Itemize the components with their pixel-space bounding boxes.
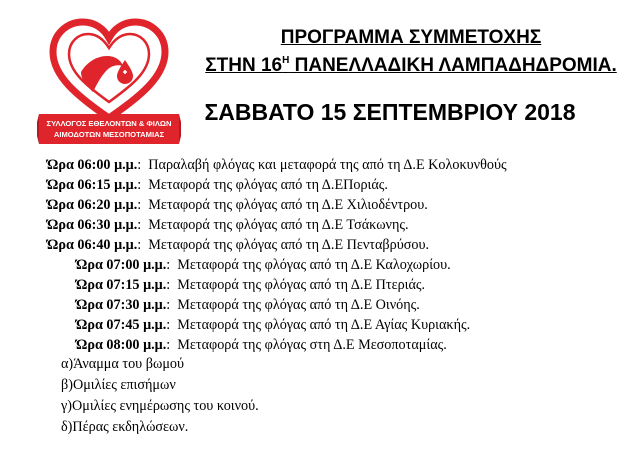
schedule-desc: Μεταφορά της φλόγας από τη Δ.Ε Πενταβρύσου. — [148, 237, 430, 253]
subtitle-superscript: Η — [282, 54, 290, 66]
schedule-time: Ώρα 06:30 μ.μ. — [47, 217, 138, 233]
schedule-sep: : — [137, 197, 142, 213]
schedule-desc: Μεταφορά της φλόγας από τη Δ.Ε Πτεριάς. — [177, 277, 426, 293]
schedule-time: Ώρα 08:00 μ.μ. — [76, 337, 167, 353]
schedule-sep: : — [137, 217, 142, 233]
schedule-sep: : — [166, 277, 171, 293]
schedule-time: Ώρα 06:20 μ.μ. — [47, 197, 138, 213]
list-item: β)Ομιλίες επισήμων — [61, 377, 176, 393]
schedule-row — [47, 196, 428, 214]
schedule-time: Ώρα 06:40 μ.μ. — [47, 237, 138, 253]
program-title: ΠΡΟΓΡΑΜΜΑ ΣΥΜΜΕΤΟΧΗΣ — [280, 27, 542, 48]
schedule-desc: Μεταφορά της φλόγας από τη Δ.Ε Καλοχωρίου. — [177, 257, 451, 273]
schedule-row — [47, 236, 429, 254]
schedule-row — [47, 156, 507, 174]
schedule-time: Ώρα 07:45 μ.μ. — [76, 317, 167, 333]
schedule-sep: : — [166, 337, 171, 353]
schedule-time: Ώρα 06:00 μ.μ. — [47, 157, 138, 173]
list-item: α)Άναμμα του βωμού — [61, 356, 185, 372]
schedule-sep: : — [137, 237, 142, 253]
schedule-row — [76, 256, 451, 274]
association-logo — [37, 14, 181, 154]
logo-text-line2: ΑΙΜΟΔΟΤΩΝ ΜΕΣΟΠΟΤΑΜΙΑΣ — [53, 130, 165, 139]
list-item: γ)Ομιλίες ενημέρωσης του κοινού. — [61, 398, 259, 414]
program-subtitle — [196, 55, 626, 77]
schedule-row — [76, 296, 420, 314]
schedule-row — [47, 176, 388, 194]
schedule-time: Ώρα 07:15 μ.μ. — [76, 277, 167, 293]
schedule-desc: Μεταφορά της φλόγας από τη Δ.Ε Οινόης. — [177, 297, 420, 313]
schedule-row — [76, 276, 425, 294]
event-date: ΣΑΒΒΑΤΟ 15 ΣΕΠΤΕΜΒΡΙΟΥ 2018 — [204, 99, 576, 125]
schedule-desc: Μεταφορά της φλόγας από τη Δ.Ε Χιλιοδέντρου. — [148, 197, 428, 213]
schedule-sep: : — [166, 257, 171, 273]
schedule-sep: : — [166, 297, 171, 313]
schedule-desc: Μεταφορά της φλόγας από τη Δ.Ε Αγίας Κυριακής. — [177, 317, 471, 333]
schedule-time: Ώρα 06:15 μ.μ. — [47, 177, 138, 193]
schedule-desc: Μεταφορά της φλόγας από τη Δ.Ε Τσάκωνης. — [148, 217, 409, 233]
list-item: δ)Πέρας εκδηλώσεων. — [61, 419, 189, 435]
schedule-desc: Μεταφορά της φλόγας από τη Δ.ΕΠοριάς. — [148, 177, 388, 193]
schedule-time: Ώρα 07:00 μ.μ. — [76, 257, 167, 273]
heart-logo-icon — [37, 14, 181, 154]
schedule-row — [76, 336, 447, 354]
schedule-row — [76, 316, 470, 334]
schedule-desc: Μεταφορά της φλόγας στη Δ.Ε Μεσοποταμίας. — [177, 337, 447, 353]
schedule-row — [47, 216, 409, 234]
schedule-sep: : — [137, 177, 142, 193]
logo-text-line1: ΣΥΛΛΟΓΟΣ ΕΘΕΛΟΝΤΩΝ & ΦΙΛΩΝ — [46, 119, 172, 128]
schedule-time: Ώρα 07:30 μ.μ. — [76, 297, 167, 313]
schedule-desc: Παραλαβή φλόγας και μεταφορά της από τη Δ.Ε Κολοκυνθούς — [148, 157, 507, 173]
schedule-sep: : — [137, 157, 142, 173]
subtitle-pre: ΣΤΗΝ 16 — [205, 55, 283, 76]
subtitle-post: ΠΑΝΕΛΛΑΔΙΚΗ ΛΑΜΠΑΔΗΔΡΟΜΙΑ. — [289, 55, 617, 76]
schedule-sep: : — [166, 317, 171, 333]
